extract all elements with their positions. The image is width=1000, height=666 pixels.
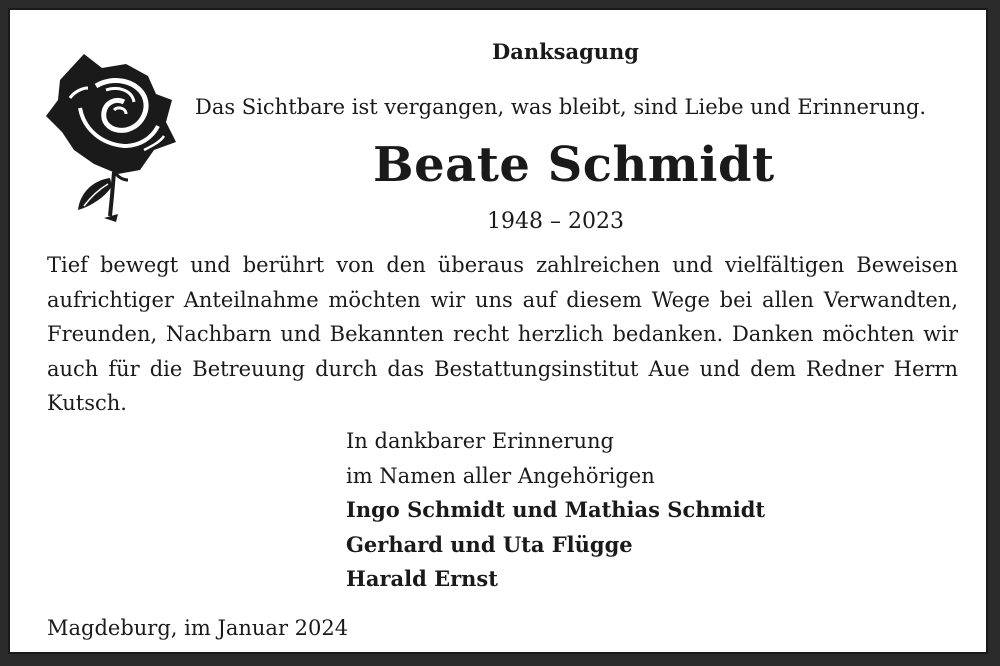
life-dates: 1948 – 2023	[487, 209, 624, 234]
motto-line: Das Sichtbare ist vergangen, was bleibt, sind Liebe und Erinnerung.	[195, 95, 927, 119]
signatory-1: Ingo Schmidt und Mathias Schmidt	[346, 497, 766, 522]
signatory-2: Gerhard und Uta Flügge	[346, 531, 633, 557]
deceased-name: Beate Schmidt	[373, 137, 775, 193]
rose-icon	[44, 46, 179, 226]
closing-line-1: In dankbarer Erinnerung	[346, 429, 614, 453]
signature-block	[346, 424, 765, 597]
place-date: Magdeburg, im Januar 2024	[47, 616, 349, 640]
signatory-3: Harald Ernst	[346, 566, 498, 591]
obituary-card	[8, 8, 988, 654]
notice-heading: Danksagung	[492, 39, 639, 64]
thank-you-text: Tief bewegt und berührt von den überaus zahlreichen und vielfältigen Beweisen aufrichtiger Anteilnahme möchten wir uns auf diesem Wege bei allen Verwandten, Freunden, Nachbarn und Bekannten recht herzlich bedanken. Danken möchten wir auch für die Betreuung durch das Bestattungsinstitut Aue und dem Redner Herrn Kutsch.	[47, 253, 958, 415]
closing-line-2: im Namen aller Angehörigen	[346, 463, 655, 488]
